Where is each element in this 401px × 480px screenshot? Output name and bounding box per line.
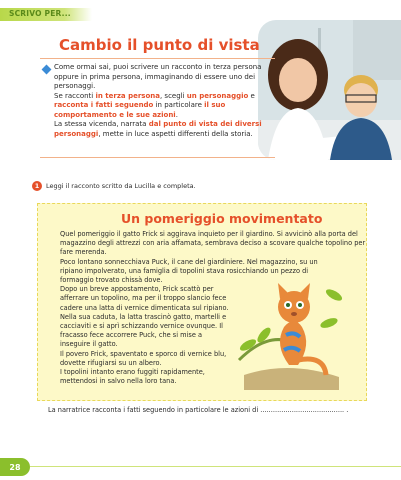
completion-question: La narratrice racconta i fatti seguendo in particolare le azioni di ........................................ . xyxy=(48,406,349,414)
story-paragraph: I topolini intanto erano fuggiti rapidamente, mettendosi in salvo nella loro tana. xyxy=(60,368,205,386)
children-photo xyxy=(258,20,401,160)
intro-title: Cambio il punto di vista xyxy=(59,36,260,54)
story-paragraph: Quel pomeriggio il gatto Frick si aggirava inquieto per il giardino. Si avvicinò alla porta del magazzino degli attrezzi con aria affamata, sembrava deciso a scovare qualche topolino per fare merenda. xyxy=(60,230,366,257)
task-instruction xyxy=(32,181,196,191)
intro-text xyxy=(54,63,272,139)
intro-paragraph-1: Come ormai sai, puoi scrivere un racconto in terza persona oppure in prima persona, immaginando di essere uno dei personaggi. xyxy=(54,63,262,90)
intro-paragraph-3: La stessa vicenda, narrata dal punto di vista dei diversi personaggi, mette in luce aspetti differenti della storia. xyxy=(54,120,262,138)
task-text: Leggi il racconto scritto da Lucilla e completa. xyxy=(46,182,196,190)
task-number-badge: 1 xyxy=(32,181,42,191)
cat-illustration xyxy=(234,265,346,390)
section-tag-label: SCRIVO PER... xyxy=(9,9,71,18)
section-tag xyxy=(0,8,92,21)
story-paragraph: Il povero Frick, spaventato e sporco di vernice blu, dovette rifugiarsi su un albero. xyxy=(60,349,227,367)
page-number: 28 xyxy=(0,458,30,476)
footer-rule xyxy=(30,466,401,467)
story-title: Un pomeriggio movimentato xyxy=(121,211,323,226)
story-paragraph: Dopo un breve appostamento, Frick scattò per afferrare un topolino, ma per il troppo slancio fece cadere una latta di vernice dimenticata sul ripiano. Nella sua caduta, la latta trascinò gatto, martelli e cacciaviti e si aprì schizzando vernice ovunque. Il fracasso fece accorrere Puck, che si mise a inseguire il gatto. xyxy=(60,285,229,349)
story-paragraph: Poco lontano sonnecchiava Puck, il cane del giardiniere. Nel magazzino, su un ripiano impolverato, una famiglia di topolini stava rosicchiando un pezzo di formaggio trovato chissà dove. xyxy=(60,257,318,285)
intro-paragraph-2: Se racconti in terza persona, scegli un personaggio e racconta i fatti seguendo in particolare il suo comportamento e le sue azioni. xyxy=(54,91,255,119)
